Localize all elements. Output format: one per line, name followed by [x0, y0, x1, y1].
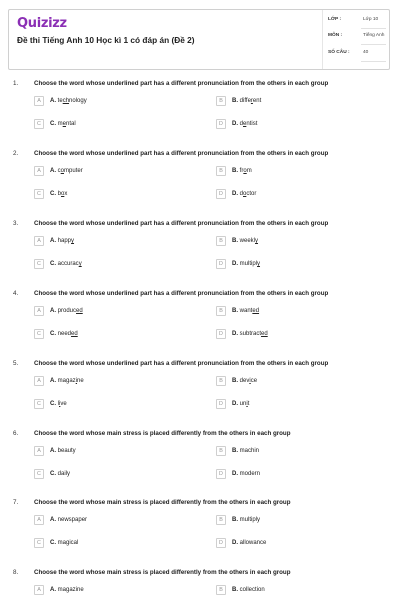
option-checkbox[interactable]: B [216, 166, 226, 176]
question-number: 4. [13, 290, 19, 297]
option-text [232, 378, 257, 384]
option-checkbox[interactable]: D [216, 469, 226, 479]
question-text: Choose the word whose main stress is placed differently from the others in each group [34, 499, 291, 506]
option-letter: A. [50, 587, 56, 593]
option-letter: B. [232, 517, 238, 523]
option-letter: D. [232, 191, 238, 197]
option-letter: D. [232, 401, 238, 407]
option-checkbox[interactable]: A [34, 446, 44, 456]
option-letter: C. [50, 471, 56, 477]
option-checkbox[interactable]: B [216, 585, 226, 595]
question-item [0, 499, 400, 569]
answer-option[interactable] [34, 446, 184, 458]
answer-option[interactable] [216, 446, 366, 458]
option-text [232, 98, 261, 104]
meta-underline [361, 44, 386, 45]
answer-option[interactable] [34, 96, 184, 108]
option-underlined-part: ch [62, 98, 70, 104]
option-word-part: d [239, 121, 244, 127]
option-checkbox[interactable]: A [34, 96, 44, 106]
question-number: 1. [13, 80, 19, 87]
option-text [232, 540, 266, 546]
option-text [232, 448, 259, 454]
option-checkbox[interactable]: C [34, 119, 44, 129]
answer-option[interactable] [216, 329, 366, 341]
option-letter: B. [232, 308, 238, 314]
option-letter: B. [232, 98, 238, 104]
option-letter: C. [50, 331, 56, 337]
option-word-part: magical [57, 540, 79, 546]
option-text [50, 121, 76, 127]
answer-option[interactable] [34, 329, 184, 341]
question-text: Choose the word whose main stress is placed differently from the others in each group [34, 569, 291, 576]
option-letter: D. [232, 121, 238, 127]
option-letter: D. [232, 540, 238, 546]
option-text [50, 98, 87, 104]
answer-option[interactable] [216, 538, 366, 550]
option-checkbox[interactable]: B [216, 446, 226, 456]
option-word-part: ntal [66, 121, 76, 127]
option-word-part: want [239, 308, 253, 314]
meta-underline [361, 28, 386, 29]
option-text [50, 191, 67, 197]
option-word-part: te [57, 98, 63, 104]
option-checkbox[interactable]: D [216, 259, 226, 269]
answer-option[interactable] [34, 538, 184, 550]
question-item [0, 569, 400, 600]
option-word-part: fr [239, 168, 244, 174]
option-word-part: produc [57, 308, 77, 314]
option-word-part: subtract [239, 331, 262, 337]
option-word-part: multipl [239, 261, 258, 267]
answer-option[interactable] [34, 376, 184, 388]
option-checkbox[interactable]: B [216, 96, 226, 106]
option-text [232, 401, 249, 407]
option-letter: A. [50, 168, 56, 174]
option-underlined-part: e [62, 121, 67, 127]
option-underlined-part: o [243, 191, 247, 197]
option-underlined-part: r [250, 98, 253, 104]
option-letter: A. [50, 98, 56, 104]
quizizz-logo: Quizizz [17, 16, 67, 31]
option-checkbox[interactable]: C [34, 399, 44, 409]
question-number: 6. [13, 430, 19, 437]
option-checkbox[interactable]: A [34, 376, 44, 386]
option-word-part: need [57, 331, 72, 337]
option-text [50, 238, 74, 244]
answer-option[interactable] [216, 585, 366, 597]
answer-option[interactable] [216, 119, 366, 131]
meta-underline [361, 61, 386, 62]
answer-option[interactable] [34, 515, 184, 527]
option-text [50, 471, 70, 477]
option-word-part: ent [252, 98, 262, 104]
option-word-part: multiply [239, 517, 261, 523]
answer-option[interactable] [216, 306, 366, 318]
option-word-part: magaz [57, 378, 76, 384]
option-text [50, 540, 78, 546]
answer-option[interactable] [34, 469, 184, 481]
option-underlined-part: o [243, 168, 247, 174]
option-checkbox[interactable]: C [34, 469, 44, 479]
question-item [0, 80, 400, 150]
option-checkbox[interactable]: C [34, 189, 44, 199]
answer-option[interactable] [216, 96, 366, 108]
option-text [232, 471, 260, 477]
option-checkbox[interactable]: A [34, 236, 44, 246]
option-letter: B. [232, 378, 238, 384]
meta-label: SỐ CÂU : [328, 50, 350, 55]
answer-option[interactable] [34, 585, 184, 597]
option-word-part: dev [239, 378, 250, 384]
option-letter: D. [232, 261, 238, 267]
option-text [232, 238, 258, 244]
option-word-part: happ [57, 238, 72, 244]
meta-value: 40 [363, 50, 369, 55]
option-checkbox[interactable]: C [34, 538, 44, 548]
option-letter: B. [232, 238, 238, 244]
option-checkbox[interactable]: B [216, 376, 226, 386]
question-text: Choose the word whose underlined part has a different pronunciation from the others in each group [34, 290, 329, 297]
question-item [0, 290, 400, 360]
option-checkbox[interactable]: D [216, 119, 226, 129]
option-underlined-part: y [78, 261, 82, 267]
question-number: 5. [13, 360, 19, 367]
answer-option[interactable] [216, 236, 366, 248]
option-checkbox[interactable]: D [216, 329, 226, 339]
option-letter: A. [50, 448, 56, 454]
option-checkbox[interactable]: C [34, 259, 44, 269]
option-letter: D. [232, 471, 238, 477]
option-text [232, 191, 256, 197]
option-letter: A. [50, 517, 56, 523]
option-text [50, 401, 67, 407]
option-word-part: l [57, 401, 60, 407]
question-text: Choose the word whose underlined part has a different pronunciation from the others in each group [34, 150, 329, 157]
answer-option[interactable] [216, 399, 366, 411]
question-number: 3. [13, 220, 19, 227]
option-letter: C. [50, 261, 56, 267]
option-checkbox[interactable]: C [34, 329, 44, 339]
question-number: 2. [13, 150, 19, 157]
option-checkbox[interactable]: A [34, 585, 44, 595]
answer-option[interactable] [34, 259, 184, 271]
option-letter: C. [50, 191, 56, 197]
option-word-part: ce [250, 378, 258, 384]
option-checkbox[interactable]: D [216, 538, 226, 548]
question-item [0, 150, 400, 220]
option-word-part: ntist [246, 121, 258, 127]
option-word-part: d [239, 191, 244, 197]
meta-row-class [322, 14, 390, 29]
option-word-part: collection [239, 587, 265, 593]
option-text [232, 331, 268, 337]
option-text [232, 168, 252, 174]
option-checkbox[interactable]: A [34, 166, 44, 176]
question-item [0, 360, 400, 430]
option-word-part: m [246, 168, 252, 174]
option-word-part: beauty [57, 448, 76, 454]
option-word-part: ve [60, 401, 67, 407]
option-underlined-part: i [249, 378, 251, 384]
meta-value: Tiếng Anh [363, 33, 385, 38]
option-text [232, 121, 257, 127]
option-letter: A. [50, 238, 56, 244]
page-title: Đề thi Tiếng Anh 10 Học kì 1 có đáp án (Đề 2) [17, 35, 195, 45]
meta-label: MÔN : [328, 33, 343, 38]
option-word-part: newspaper [57, 517, 88, 523]
option-letter: C. [50, 121, 56, 127]
question-text: Choose the word whose underlined part has a different pronunciation from the others in each group [34, 220, 329, 227]
question-text: Choose the word whose main stress is placed differently from the others in each group [34, 430, 291, 437]
question-text: Choose the word whose underlined part has a different pronunciation from the others in each group [34, 360, 329, 367]
option-checkbox[interactable]: A [34, 515, 44, 525]
option-underlined-part: ed [261, 331, 268, 337]
answer-option[interactable] [34, 189, 184, 201]
question-item [0, 220, 400, 290]
option-letter: C. [50, 401, 56, 407]
answer-option[interactable] [216, 166, 366, 178]
option-letter: C. [50, 540, 56, 546]
option-underlined-part: ed [252, 308, 260, 314]
option-letter: B. [232, 587, 238, 593]
answer-option[interactable] [34, 399, 184, 411]
answer-option[interactable] [34, 166, 184, 178]
option-underlined-part: i [246, 401, 248, 407]
option-underlined-part: o [60, 168, 65, 174]
answer-option[interactable] [216, 376, 366, 388]
option-text [50, 587, 84, 593]
option-text [50, 308, 83, 314]
option-checkbox[interactable]: A [34, 306, 44, 316]
question-item [0, 430, 400, 500]
option-underlined-part: y [71, 238, 75, 244]
option-word-part: un [239, 401, 247, 407]
option-underlined-part: y [255, 238, 259, 244]
option-text [50, 331, 78, 337]
option-word-part: allowance [239, 540, 267, 546]
option-word-part: magazine [57, 587, 84, 593]
answer-option[interactable] [216, 515, 366, 527]
option-word-part: c [57, 168, 61, 174]
worksheet-header [8, 9, 390, 70]
option-underlined-part: ed [76, 308, 83, 314]
option-letter: D. [232, 331, 238, 337]
meta-value: Lớp 10 [363, 17, 379, 22]
option-text [232, 587, 265, 593]
option-word-part: diffe [239, 98, 251, 104]
option-letter: B. [232, 448, 238, 454]
option-underlined-part: e [243, 121, 247, 127]
option-checkbox[interactable]: B [216, 515, 226, 525]
meta-row-question-count [322, 47, 390, 62]
option-word-part: daily [57, 471, 71, 477]
option-word-part: nology [69, 98, 87, 104]
option-underlined-part: ed [71, 331, 78, 337]
option-letter: A. [50, 378, 56, 384]
option-checkbox[interactable]: B [216, 306, 226, 316]
meta-row-subject [322, 30, 390, 45]
option-word-part: weekl [239, 238, 256, 244]
option-text [50, 261, 82, 267]
option-letter: B. [232, 168, 238, 174]
option-text [50, 168, 83, 174]
question-text: Choose the word whose underlined part has a different pronunciation from the others in each group [34, 80, 329, 87]
option-checkbox[interactable]: D [216, 189, 226, 199]
option-text [232, 261, 260, 267]
option-text [232, 517, 260, 523]
option-word-part: mputer [64, 168, 83, 174]
answer-option[interactable] [216, 259, 366, 271]
option-word-part: m [57, 121, 63, 127]
option-word-part: x [64, 191, 68, 197]
option-word-part: ne [77, 378, 84, 384]
answer-option[interactable] [216, 189, 366, 201]
option-word-part: accurac [57, 261, 79, 267]
answer-option[interactable] [34, 306, 184, 318]
option-text [232, 308, 259, 314]
option-letter: A. [50, 308, 56, 314]
answer-option[interactable] [34, 236, 184, 248]
option-text [50, 448, 76, 454]
option-checkbox[interactable]: D [216, 399, 226, 409]
meta-label: LỚP : [328, 17, 342, 22]
option-word-part: t [247, 401, 250, 407]
option-word-part: b [57, 191, 62, 197]
option-underlined-part: y [257, 261, 261, 267]
answer-option[interactable] [216, 469, 366, 481]
option-word-part: ctor [246, 191, 257, 197]
question-number: 7. [13, 499, 19, 506]
option-underlined-part: i [75, 378, 78, 384]
question-number: 8. [13, 569, 19, 576]
option-word-part: modern [239, 471, 261, 477]
option-underlined-part: i [59, 401, 61, 407]
answer-option[interactable] [34, 119, 184, 131]
option-underlined-part: o [61, 191, 65, 197]
option-checkbox[interactable]: B [216, 236, 226, 246]
option-text [50, 517, 87, 523]
option-text [50, 378, 84, 384]
option-word-part: machin [239, 448, 260, 454]
